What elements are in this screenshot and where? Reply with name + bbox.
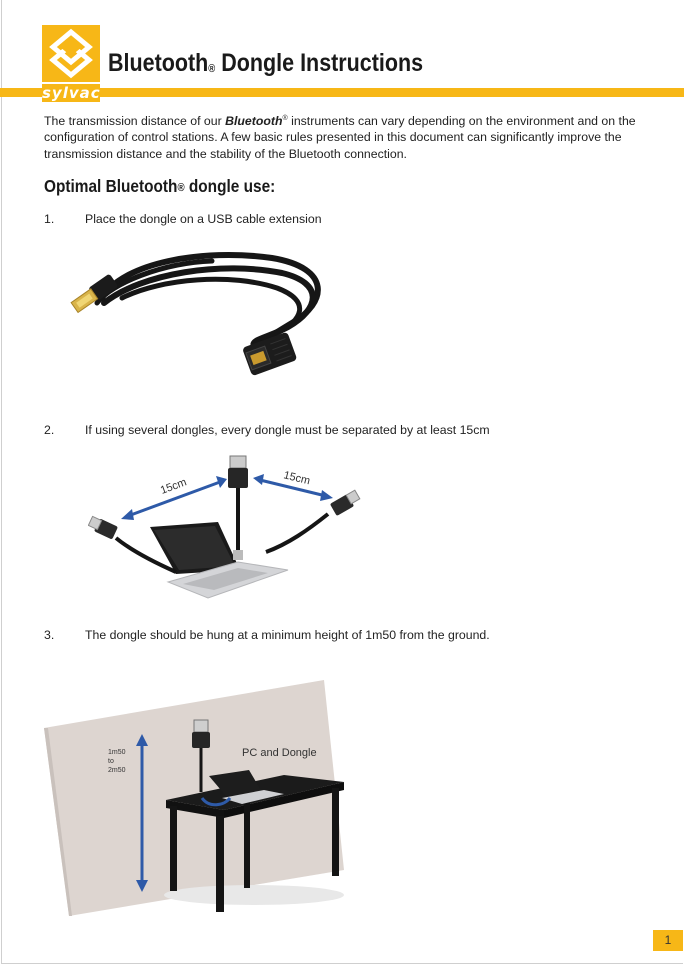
step-3: 3. The dongle should be hung at a minimum height of 1m50 from the ground. <box>44 628 490 642</box>
dongle-height-image <box>44 680 354 920</box>
distance-label-left: 15cm <box>158 476 189 497</box>
sylvac-logo <box>42 25 100 82</box>
step-2: 2. If using several dongles, every dongle must be separated by at least 15cm <box>44 423 490 437</box>
intro-paragraph: The transmission distance of our Bluetooth® instruments can vary depending on the environment and on the configuration of control stations. A few basic rules presented in this document can significantly improve the transmission distance and the stability of the Bluetooth connection. <box>44 114 636 161</box>
height-label-line1: 1m50 <box>108 749 126 756</box>
height-label-line3: 2m50 <box>108 767 126 774</box>
page-number: 1 <box>653 930 683 951</box>
distance-label-right: 15cm <box>282 469 312 488</box>
usb-extension-cable-image <box>62 243 342 393</box>
logo-mark-icon <box>42 25 100 82</box>
header-bar <box>0 88 684 97</box>
height-label-line2: to <box>108 758 114 765</box>
brand-name: sylvac <box>42 84 101 102</box>
pc-dongle-caption: PC and Dongle <box>242 747 317 759</box>
multiple-dongles-image <box>88 452 368 600</box>
section-heading: Optimal Bluetooth® dongle use: <box>44 176 276 196</box>
page-title: Bluetooth® Dongle Instructions <box>108 49 424 77</box>
step-1: 1. Place the dongle on a USB cable extension <box>44 212 322 226</box>
